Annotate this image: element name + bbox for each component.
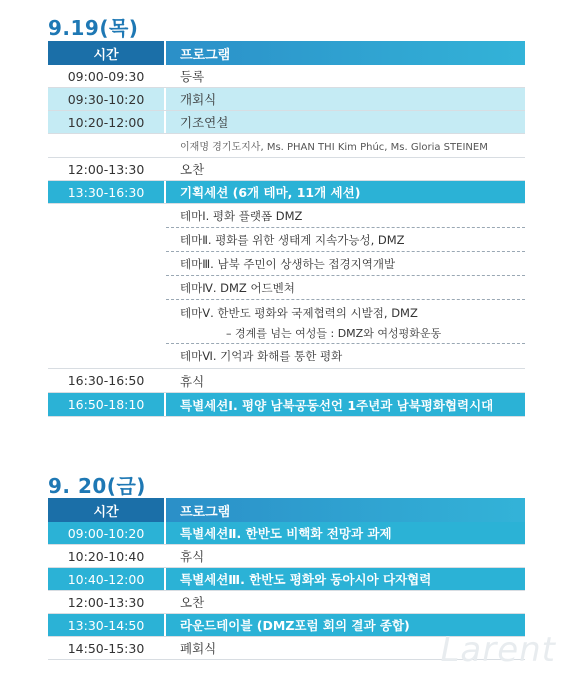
table-row <box>48 522 525 545</box>
row-time: 16:50-18:10 <box>48 393 164 416</box>
row-program: 기조연설 <box>166 111 525 133</box>
row-time: 09:00-09:30 <box>67 68 145 84</box>
theme-label: 테마Ⅱ. 평화를 위한 생태계 지속가능성, DMZ <box>180 232 405 247</box>
row-time: 09:30-10:20 <box>48 88 164 110</box>
list-item <box>166 300 525 344</box>
table-row <box>48 181 525 204</box>
list-item <box>166 344 525 368</box>
row-program: 기획세션 (6개 테마, 11개 세션) <box>166 181 525 203</box>
table-row <box>48 545 525 568</box>
row-program: 폐회식 <box>180 641 217 656</box>
theme-label: 테마Ⅲ. 남북 주민이 상생하는 접경지역개발 <box>180 256 396 271</box>
theme-label: 테마Ⅳ. DMZ 어드벤쳐 <box>180 280 295 295</box>
row-program: 개회식 <box>166 88 525 110</box>
day1-schedule-table <box>48 41 525 417</box>
row-program: 오찬 <box>180 162 205 177</box>
row-program: 특별세션Ⅰ. 평양 남북공동선언 1주년과 남북평화협력시대 <box>166 393 525 416</box>
row-program: 라운드테이블 (DMZ포럼 회의 결과 종합) <box>166 614 525 636</box>
watermark-logo: Larent <box>440 630 556 670</box>
day2-title: 9. 20(금) <box>48 474 146 498</box>
table-row <box>48 88 525 111</box>
list-item <box>166 228 525 252</box>
row-time: 10:20-10:40 <box>67 548 145 564</box>
row-time: 10:20-12:00 <box>48 111 164 133</box>
table-row <box>48 111 525 134</box>
row-program: 휴식 <box>180 549 205 564</box>
row-time: 12:00-13:30 <box>67 594 145 610</box>
row-program: 특별세션Ⅲ. 한반도 평화와 동아시아 다자협력 <box>166 568 525 590</box>
day1-title: 9.19(목) <box>48 16 139 40</box>
row-time: 13:30-16:30 <box>48 181 164 203</box>
row-time: 12:00-13:30 <box>67 161 145 177</box>
theme-sublabel: – 경계를 넘는 여성들 : DMZ와 여성평화운동 <box>226 327 442 340</box>
theme-label: 테마Ⅵ. 기억과 화해를 통한 평화 <box>180 349 343 363</box>
keynote-speakers: 이재명 경기도지사, Ms. PHAN THI Kim Phúc, Ms. Gloria STEINEM <box>180 142 488 153</box>
row-time <box>48 134 164 157</box>
themes-block <box>48 204 525 369</box>
table-row <box>48 134 525 158</box>
row-program: 휴식 <box>180 373 205 389</box>
row-time: 16:30-16:50 <box>67 373 145 388</box>
list-item <box>166 252 525 276</box>
list-item <box>166 276 525 300</box>
row-time: 10:40-12:00 <box>48 568 164 590</box>
theme-label: 테마Ⅰ. 평화 플랫폼 DMZ <box>180 208 303 223</box>
header-program: 프로그램 <box>166 498 525 522</box>
table-row <box>48 568 525 591</box>
table-row <box>48 65 525 88</box>
row-program: 등록 <box>180 69 205 84</box>
row-time: 13:30-14:50 <box>48 614 164 636</box>
list-item <box>166 204 525 228</box>
day2-header-row <box>48 498 525 522</box>
row-program: 오찬 <box>180 595 205 610</box>
table-row <box>48 158 525 181</box>
table-row <box>48 591 525 614</box>
theme-label: 테마Ⅴ. 한반도 평화와 국제협력의 시발점, DMZ <box>180 306 418 320</box>
day1-header-row <box>48 41 525 65</box>
table-row <box>48 369 525 393</box>
row-time: 09:00-10:20 <box>48 522 164 544</box>
header-time: 시간 <box>48 498 164 522</box>
header-time: 시간 <box>48 41 164 65</box>
row-program: 특별세션Ⅱ. 한반도 비핵화 전망과 과제 <box>166 522 525 544</box>
table-row <box>48 393 525 417</box>
header-program: 프로그램 <box>166 41 525 65</box>
row-time: 14:50-15:30 <box>67 640 145 656</box>
